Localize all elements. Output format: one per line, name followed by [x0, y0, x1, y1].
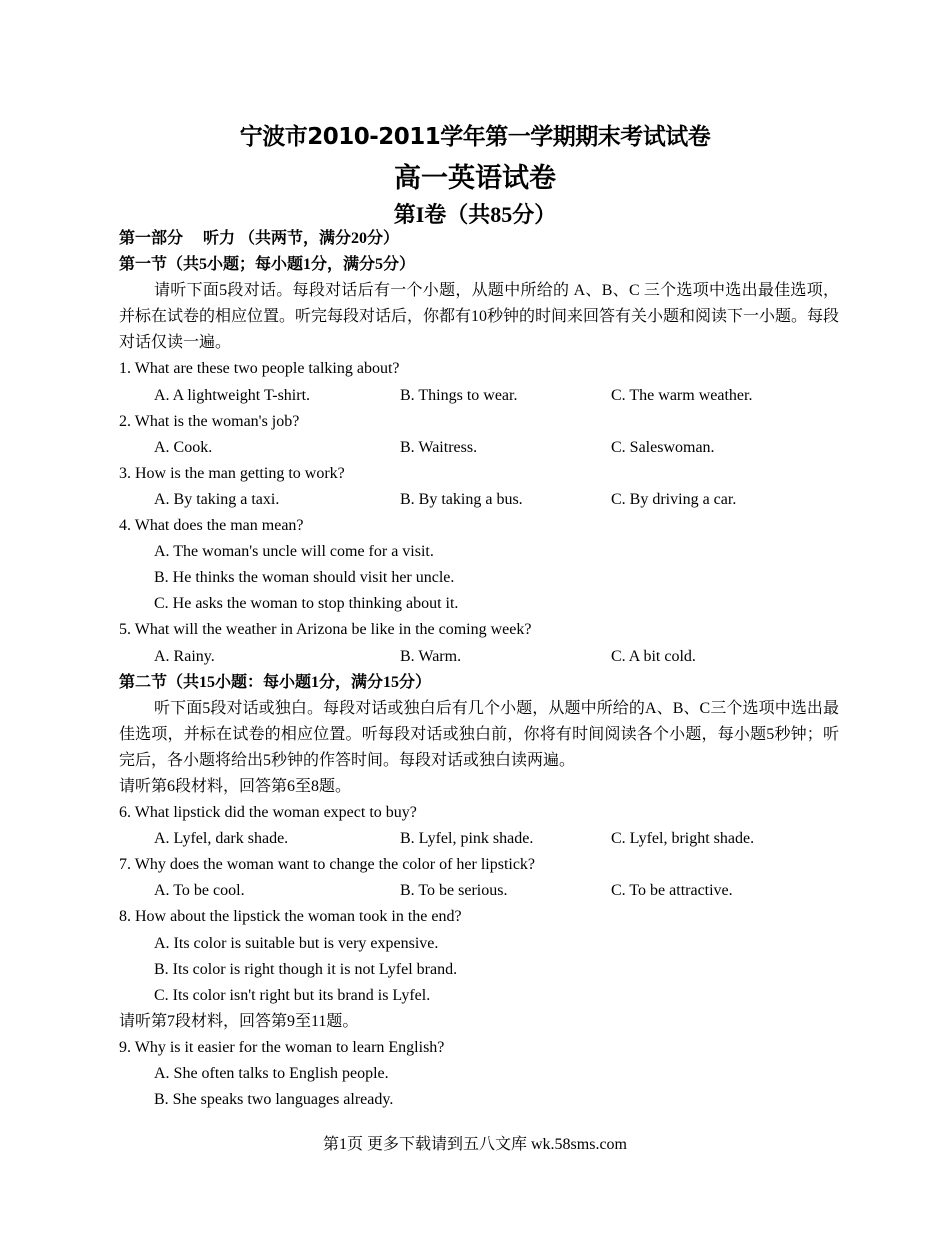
option-b: B. To be serious. [400, 882, 508, 900]
question-text: 5. What will the weather in Arizona be like in the coming week? [119, 621, 532, 639]
option-row [119, 644, 839, 670]
question-text: 3. How is the man getting to work? [119, 464, 345, 482]
option-b: B. Warm. [400, 647, 462, 665]
option-a: A. Cook. [154, 438, 213, 456]
option-row [119, 826, 839, 852]
option-c: C. Lyfel, bright shade. [611, 830, 755, 848]
volume-heading: 第I卷（共85分） [393, 202, 557, 227]
part-heading: 第一部分 听力 （共两节，满分20分） [119, 230, 400, 247]
option-c: C. To be attractive. [611, 882, 733, 900]
option-c: C. He asks the woman to stop thinking about it. [154, 595, 459, 613]
option-c: C. A bit cold. [611, 647, 696, 665]
question-text: 7. Why does the woman want to change the color of her lipstick? [119, 856, 536, 874]
option-c: C. The warm weather. [611, 386, 753, 404]
section-heading: 第二节（共15小题：每小题1分，满分15分） [119, 673, 432, 691]
material-note: 请听第6段材料，回答第6至8题。 [119, 777, 352, 795]
exam-subtitle: 高一英语试卷 [394, 163, 556, 194]
option-a: A. Its color is suitable but is very expensive. [154, 934, 439, 952]
page-footer: 第1页 更多下载请到五八文库 wk.58sms.com [322, 1136, 627, 1153]
option-b: B. She speaks two languages already. [154, 1091, 394, 1109]
option-a: A. By taking a taxi. [154, 490, 280, 508]
option-b: B. By taking a bus. [400, 490, 523, 508]
option-a: A. Rainy. [154, 647, 215, 665]
section-instructions: 听下面5段对话或独白。每段对话或独白后有几个小题，从题中所给的A、B、C三个选项中选出最佳选项，并标在试卷的相应位置。听每段对话或独白前，你将有时间阅读各个小题，每小题5秒钟；听完后，各小题将给出5秒钟的作答时间。每段对话或独白读两遍。 [119, 699, 839, 769]
option-a: A. She often talks to English people. [154, 1065, 389, 1082]
option-c: C. Its color isn't right but its brand is Lyfel. [154, 986, 431, 1004]
material-note: 请听第7段材料，回答第9至11题。 [119, 1012, 359, 1030]
question-text: 6. What lipstick did the woman expect to buy? [119, 804, 417, 822]
option-a: A. The woman's uncle will come for a visit. [154, 543, 434, 561]
question-text: 2. What is the woman's job? [119, 412, 300, 430]
option-a: A. To be cool. [154, 882, 245, 900]
question-text: 9. Why is it easier for the woman to learn English? [119, 1038, 445, 1056]
option-a: A. A lightweight T-shirt. [154, 386, 311, 404]
question-text: 1. What are these two people talking about? [119, 360, 400, 378]
option-b: B. Things to wear. [400, 386, 518, 404]
option-row [119, 878, 839, 904]
option-row [119, 487, 839, 513]
option-c: C. Saleswoman. [611, 438, 715, 456]
exam-content [119, 226, 839, 1113]
question-text: 8. How about the lipstick the woman took in the end? [119, 908, 462, 926]
option-c: C. By driving a car. [611, 490, 737, 508]
option-row [119, 435, 839, 461]
option-b: B. Its color is right though it is not Lyfel brand. [154, 960, 458, 978]
option-a: A. Lyfel, dark shade. [154, 830, 289, 848]
section-heading: 第一节（共5小题；每小题1分，满分5分） [119, 256, 416, 274]
section-instructions: 请听下面5段对话。每段对话后有一个小题，从题中所给的 A、B、C 三个选项中选出最佳选项，并标在试卷的相应位置。听完每段对话后，你都有10秒钟的时间来回答有关小题和阅读下一小题。每段对话仅读一遍。 [119, 282, 840, 352]
option-row [119, 383, 839, 409]
exam-title: 宁波市2010-2011学年第一学期期末考试试卷 [239, 124, 711, 150]
option-b: B. Lyfel, pink shade. [400, 830, 534, 848]
option-b: B. He thinks the woman should visit her uncle. [154, 569, 455, 587]
question-text: 4. What does the man mean? [119, 517, 304, 535]
option-b: B. Waitress. [400, 438, 478, 456]
